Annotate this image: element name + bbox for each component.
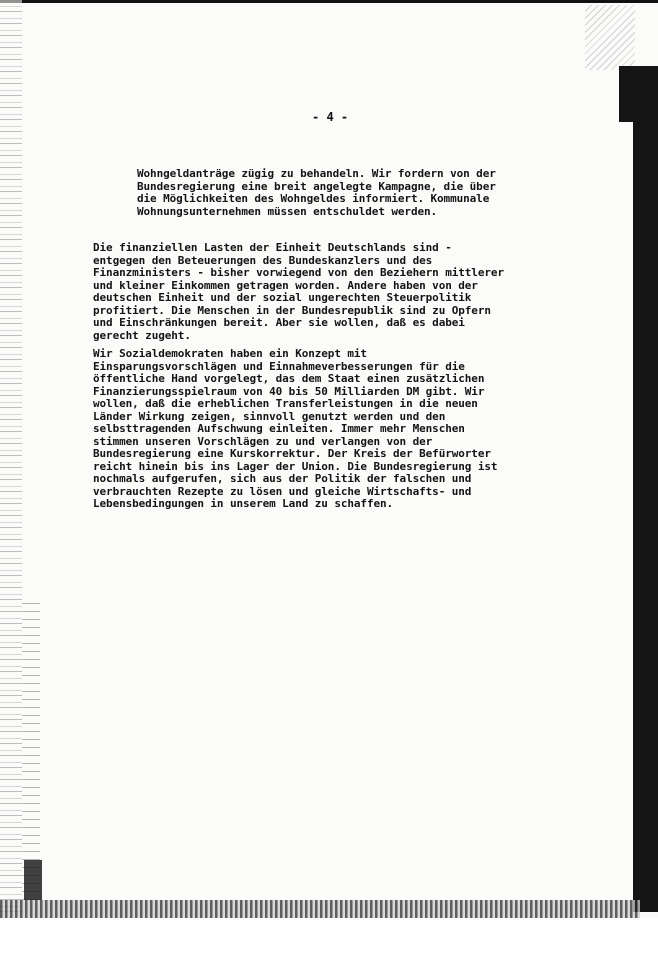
scan-right-edge	[633, 122, 658, 912]
text-line: Länder Wirkung zeigen, sinnvoll genutzt werden und den	[93, 409, 446, 423]
text-line: deutschen Einheit und der sozial ungerechten Steuerpolitik	[93, 291, 472, 304]
scan-left-edge	[0, 0, 22, 956]
text-line: öffentliche Hand vorgelegt, das dem Staat einen zusätzlichen	[93, 372, 485, 385]
page-number: - 4 -	[312, 110, 349, 124]
text-line: reicht hinein bis ins Lager der Union. Die Bundesregierung ist	[93, 459, 498, 473]
text-line: profitiert. Die Menschen in der Bundesrepublik sind zu Opfern	[93, 303, 491, 317]
scan-right-corner	[636, 3, 658, 66]
text-line: Bundesregierung eine Kurskorrektur. Der Kreis der Befürworter	[93, 447, 491, 460]
text-line: und kleiner Einkommen getragen worden. Andere haben von der	[93, 278, 478, 292]
text-line: Bundesregierung eine breit angelegte Kampagne, die über	[137, 179, 496, 193]
text-line: selbsttragenden Aufschwung einleiten. Immer mehr Menschen	[93, 422, 465, 435]
paragraph-2	[93, 242, 504, 342]
text-line: Finanzministers - bisher vorwiegend von den Beziehern mittlerer	[93, 266, 504, 279]
scan-bottom-margin	[0, 918, 658, 956]
text-line: stimmen unseren Vorschlägen zu und verlangen von der	[93, 434, 433, 448]
text-line: verbrauchten Rezepte zu lösen und gleiche Wirtschafts- und	[93, 484, 472, 498]
scan-bottom-edge	[0, 900, 640, 918]
text-line: wollen, daß die erheblichen Transferleistungen in die neuen	[93, 397, 478, 410]
scan-right-block	[619, 66, 658, 122]
paragraph-3	[93, 348, 497, 511]
text-line: gerecht zugeht.	[93, 328, 191, 342]
text-line: Wohngeldanträge zügig zu behandeln. Wir fordern von der	[137, 167, 496, 180]
text-line: die Möglichkeiten des Wohngeldes informiert. Kommunale	[137, 192, 490, 205]
scan-top-border	[0, 0, 658, 3]
scan-left-edge-mark	[24, 860, 42, 900]
text-line: Einsparungsvorschlägen und Einnahmeverbesserungen für die	[93, 359, 465, 373]
text-line: und Einschränkungen bereit. Aber sie wollen, daß es dabei	[93, 316, 465, 329]
text-line: Wir Sozialdemokraten haben ein Konzept mit	[93, 347, 367, 360]
scan-left-edge-noise	[22, 600, 40, 900]
text-line: nochmals aufgerufen, sich aus der Politik der falschen und	[93, 472, 472, 485]
paragraph-1	[137, 168, 496, 218]
text-line: Finanzierungsspielraum von 40 bis 50 Milliarden DM gibt. Wir	[93, 384, 485, 398]
text-line: Lebensbedingungen in unserem Land zu schaffen.	[93, 497, 394, 510]
scan-corner-noise	[585, 5, 635, 70]
text-line: Wohnungsunternehmen müssen entschuldet werden.	[137, 204, 438, 218]
text-line: entgegen den Beteuerungen des Bundeskanzlers und des	[93, 253, 433, 267]
text-line: Die finanziellen Lasten der Einheit Deutschlands sind -	[93, 241, 452, 254]
